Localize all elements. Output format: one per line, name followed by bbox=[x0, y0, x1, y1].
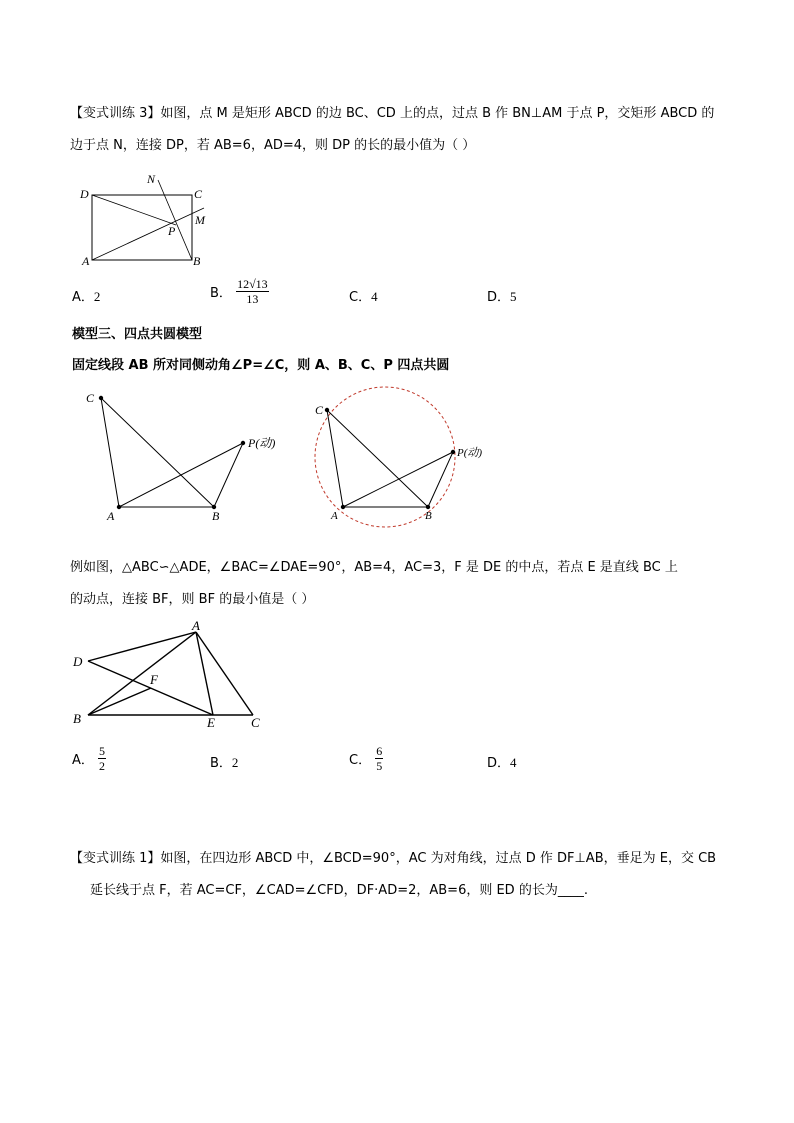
label-c: C bbox=[315, 403, 324, 417]
triangle-acb bbox=[101, 398, 214, 507]
segment-ba bbox=[88, 632, 196, 715]
point-c bbox=[99, 396, 103, 400]
label-b: B bbox=[193, 254, 201, 268]
label-a: A bbox=[107, 509, 115, 523]
ex-option-c-fraction bbox=[375, 744, 383, 773]
ex-option-b[interactable] bbox=[210, 752, 238, 771]
p1-option-b-label: B． bbox=[210, 286, 232, 301]
model-statement: 固定线段 AB 所对同侧动角∠P=∠C，则 A、B、C、P 四点共圆 bbox=[72, 358, 450, 373]
example-line2: 的动点，连接 BF，则 BF 的最小值是（ ） bbox=[70, 592, 315, 607]
label-m: M bbox=[195, 213, 205, 227]
ex-option-c-den: 5 bbox=[376, 759, 383, 773]
segment-am bbox=[92, 208, 204, 260]
point-a bbox=[117, 505, 121, 509]
ex-option-a-num: 5 bbox=[99, 744, 106, 758]
example-line1: 例如图，△ABC∽△ADE，∠BAC=∠DAE=90°，AB=4，AC=3，F 是 DE 的中点，若点 E 是直线 BC 上 bbox=[70, 560, 678, 575]
label-p: P(动) bbox=[248, 436, 276, 450]
ex-option-b-label: B． bbox=[210, 756, 232, 771]
point-p bbox=[451, 450, 455, 454]
p1-option-d-label: D． bbox=[487, 290, 511, 305]
point-a bbox=[341, 505, 345, 509]
p1-option-a-label: A． bbox=[72, 290, 94, 305]
label-a: A bbox=[192, 618, 200, 633]
label-b: B bbox=[425, 510, 432, 522]
problem1-line2: 边于点 N，连接 DP，若 AB=6，AD=4，则 DP 的长的最小值为（ ） bbox=[70, 138, 476, 153]
triangle-acb bbox=[327, 410, 428, 507]
triangle-apb bbox=[343, 452, 453, 507]
label-b: B bbox=[73, 711, 81, 726]
problem2-line2: 延长线于点 F，若 AC=CF，∠CAD=∠CFD，DF·AD=2，AB=6，则 ED 的长为____. bbox=[90, 883, 588, 898]
label-c: C bbox=[86, 391, 95, 405]
ex-option-c[interactable] bbox=[349, 744, 383, 773]
p1-option-a[interactable] bbox=[72, 286, 100, 305]
ex-option-a[interactable] bbox=[72, 744, 106, 773]
label-e: E bbox=[207, 715, 215, 730]
label-c: C bbox=[194, 187, 203, 201]
ex-option-d-label: D． bbox=[487, 756, 511, 771]
p1-option-d-value: 5 bbox=[510, 289, 517, 304]
label-d: D bbox=[80, 187, 89, 201]
label-b: B bbox=[212, 509, 220, 523]
p1-option-c[interactable] bbox=[349, 286, 378, 305]
label-p: P(动) bbox=[457, 447, 483, 459]
p1-option-b-den: 13 bbox=[246, 292, 259, 306]
p1-option-b-num: 12√13 bbox=[237, 277, 268, 291]
rectangle-abcd bbox=[92, 195, 192, 260]
problem2-line1: 【变式训练 1】如图，在四边形 ABCD 中，∠BCD=90°，AC 为对角线，过点 D 作 DF⊥AB，垂足为 E，交 CB bbox=[70, 851, 717, 866]
label-a: A bbox=[331, 510, 338, 522]
model-figure-right bbox=[305, 380, 505, 530]
ex-option-b-value: 2 bbox=[231, 755, 239, 770]
ex-option-d[interactable] bbox=[487, 752, 517, 771]
triangle-apb bbox=[119, 443, 243, 507]
label-n: N bbox=[147, 172, 156, 186]
point-c bbox=[325, 408, 329, 412]
p1-option-d[interactable] bbox=[487, 286, 517, 305]
label-p: P bbox=[168, 224, 176, 238]
ex-option-a-fraction bbox=[98, 744, 106, 773]
p1-option-c-label: C． bbox=[349, 290, 372, 305]
ex-option-a-label: A． bbox=[72, 753, 94, 768]
label-a: A bbox=[82, 254, 90, 268]
point-b bbox=[426, 505, 430, 509]
label-c: C bbox=[251, 715, 260, 730]
circumcircle bbox=[315, 387, 455, 527]
model-figure-left bbox=[80, 384, 300, 524]
segment-dp bbox=[92, 195, 176, 225]
segment-ad bbox=[88, 632, 196, 661]
p1-option-c-value: 4 bbox=[371, 289, 378, 304]
rectangle-figure bbox=[72, 168, 222, 268]
p1-option-b[interactable] bbox=[210, 277, 269, 306]
label-f: F bbox=[150, 672, 158, 687]
ex-option-c-num: 6 bbox=[376, 744, 383, 758]
p1-option-a-value: 2 bbox=[93, 289, 101, 304]
model-heading: 模型三、四点共圆模型 bbox=[72, 327, 203, 342]
example-figure bbox=[68, 614, 278, 734]
ex-option-a-den: 2 bbox=[99, 759, 106, 773]
label-d: D bbox=[73, 654, 83, 669]
problem1-line1: 【变式训练 3】如图，点 M 是矩形 ABCD 的边 BC、CD 上的点，过点 B 作 BN⊥AM 于点 P，交矩形 ABCD 的 bbox=[70, 106, 715, 121]
ex-option-c-label: C． bbox=[349, 753, 372, 768]
ex-option-d-value: 4 bbox=[510, 755, 517, 770]
segment-bf bbox=[88, 688, 151, 715]
p1-option-b-fraction bbox=[236, 277, 269, 306]
point-p bbox=[241, 441, 245, 445]
